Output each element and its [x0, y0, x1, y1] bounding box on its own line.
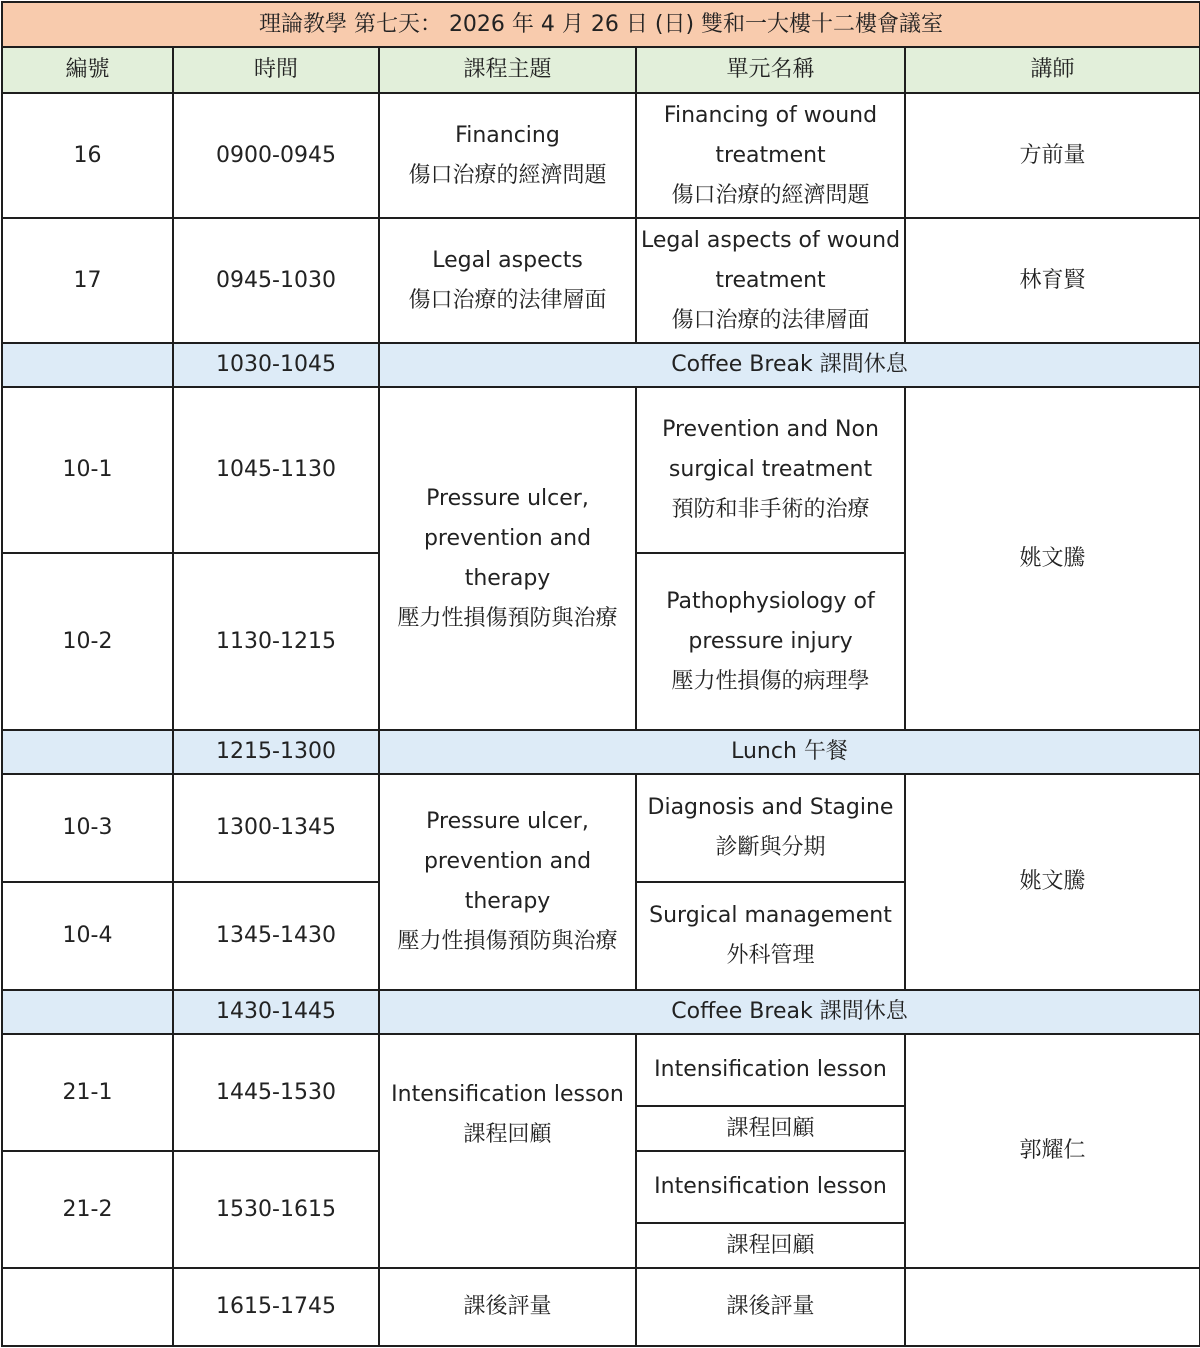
session-id: 17: [2, 218, 173, 343]
unit-name: [636, 774, 905, 882]
session-id: 10-4: [2, 882, 173, 990]
column-header-course-topic: 課程主題: [379, 47, 636, 93]
table-row: [2, 387, 1200, 553]
session-time: 1430-1445: [173, 990, 379, 1034]
unit-name-zh: 壓力性損傷的病理學: [671, 668, 870, 694]
session-id: 10-2: [2, 553, 173, 730]
unit-name-en: treatment: [715, 267, 826, 293]
session-time: 1445-1530: [173, 1034, 379, 1151]
table-row: [2, 774, 1200, 882]
lecturer: [905, 1268, 1200, 1346]
course-topic: [379, 218, 636, 343]
unit-name-en: Financing of wound: [663, 102, 878, 128]
course-topic-zh: 傷口治療的經濟問題: [408, 162, 607, 188]
column-header-time: 時間: [173, 47, 379, 93]
session-id: [2, 343, 173, 387]
session-time: 0900-0945: [173, 93, 379, 218]
header-row: [2, 47, 1200, 93]
unit-name-en: Pathophysiology of: [666, 588, 875, 614]
unit-name-zh: 傷口治療的法律層面: [671, 307, 870, 333]
course-topic: [379, 387, 636, 730]
column-header-unit-name: 單元名稱: [636, 47, 905, 93]
break-label: Lunch 午餐: [379, 730, 1200, 774]
session-time: 1130-1215: [173, 553, 379, 730]
session-id: [2, 730, 173, 774]
course-topic: [379, 93, 636, 218]
unit-name-en: Intensification lesson: [636, 1151, 905, 1223]
unit-name-en: Intensification lesson: [636, 1034, 905, 1106]
course-topic-en: Pressure ulcer,: [426, 809, 589, 834]
lecturer: 姚文騰: [905, 387, 1200, 730]
course-topic-en: Financing: [455, 122, 560, 148]
break-label: Coffee Break 課間休息: [379, 990, 1200, 1034]
break-row: [2, 730, 1200, 774]
course-topic-zh: 課程回顧: [463, 1122, 552, 1147]
schedule-table: [1, 1, 1200, 1347]
unit-name-zh: 診斷與分期: [715, 835, 826, 860]
course-topic-en: prevention and: [423, 525, 592, 551]
unit-name-zh: 預防和非手術的治療: [671, 497, 870, 522]
course-topic-en: Pressure ulcer,: [426, 485, 589, 511]
session-time: 1300-1345: [173, 774, 379, 882]
break-row: [2, 343, 1200, 387]
break-label: Coffee Break 課間休息: [379, 343, 1200, 387]
session-id: 21-2: [2, 1151, 173, 1268]
session-id: [2, 1268, 173, 1346]
course-topic-en: prevention and: [423, 849, 592, 874]
session-id: 21-1: [2, 1034, 173, 1151]
lecturer: 方前量: [905, 93, 1200, 218]
title-row: [2, 2, 1200, 47]
unit-name: [636, 93, 905, 218]
unit-name-en: Surgical management: [649, 903, 892, 928]
column-header-lecturer: 講師: [905, 47, 1200, 93]
session-time: 1045-1130: [173, 387, 379, 553]
unit-name-zh: 課程回顧: [636, 1223, 905, 1268]
session-time: 1345-1430: [173, 882, 379, 990]
course-topic-en: therapy: [464, 565, 551, 591]
unit-name-en: treatment: [715, 142, 826, 168]
unit-name-zh: 傷口治療的經濟問題: [671, 182, 870, 208]
unit-name-zh: 外科管理: [726, 943, 815, 968]
unit-name-en: Legal aspects of wound: [640, 227, 901, 253]
session-id: 16: [2, 93, 173, 218]
break-row: [2, 990, 1200, 1034]
course-topic-en: Legal aspects: [432, 247, 583, 273]
session-id: 10-3: [2, 774, 173, 882]
lecturer: 姚文騰: [905, 774, 1200, 990]
course-topic-zh: 壓力性損傷預防與治療: [397, 929, 618, 954]
unit-name-en: pressure injury: [688, 628, 853, 654]
course-topic: [379, 1034, 636, 1268]
unit-name: [636, 882, 905, 990]
table-row: [2, 1034, 1200, 1106]
unit-name: [636, 553, 905, 730]
session-time: 0945-1030: [173, 218, 379, 343]
unit-name: [636, 387, 905, 553]
unit-name-zh: 課程回顧: [636, 1106, 905, 1151]
column-header-id: 編號: [2, 47, 173, 93]
table-row: [2, 218, 1200, 343]
lecturer: 郭耀仁: [905, 1034, 1200, 1268]
course-topic-zh: 傷口治療的法律層面: [408, 287, 607, 313]
course-topic: 課後評量: [379, 1268, 636, 1346]
course-topic-zh: 壓力性損傷預防與治療: [397, 605, 618, 631]
unit-name-en: Diagnosis and Stagine: [647, 795, 894, 820]
unit-name: 課後評量: [636, 1268, 905, 1346]
session-time: 1215-1300: [173, 730, 379, 774]
session-time: 1530-1615: [173, 1151, 379, 1268]
session-time: 1615-1745: [173, 1268, 379, 1346]
schedule-title: 理論教學 第七天： 2026 年 4 月 26 日 (日) 雙和一大樓十二樓會議室: [2, 2, 1200, 47]
session-time: 1030-1045: [173, 343, 379, 387]
unit-name-en: Prevention and Non: [662, 417, 879, 442]
table-row: [2, 93, 1200, 218]
lecturer: 林育賢: [905, 218, 1200, 343]
unit-name-en: surgical treatment: [668, 457, 873, 482]
course-topic-en: Intensification lesson: [391, 1082, 624, 1107]
table-row: [2, 1268, 1200, 1346]
unit-name: [636, 218, 905, 343]
session-id: 10-1: [2, 387, 173, 553]
course-topic: [379, 774, 636, 990]
course-topic-en: therapy: [464, 889, 551, 914]
session-id: [2, 990, 173, 1034]
